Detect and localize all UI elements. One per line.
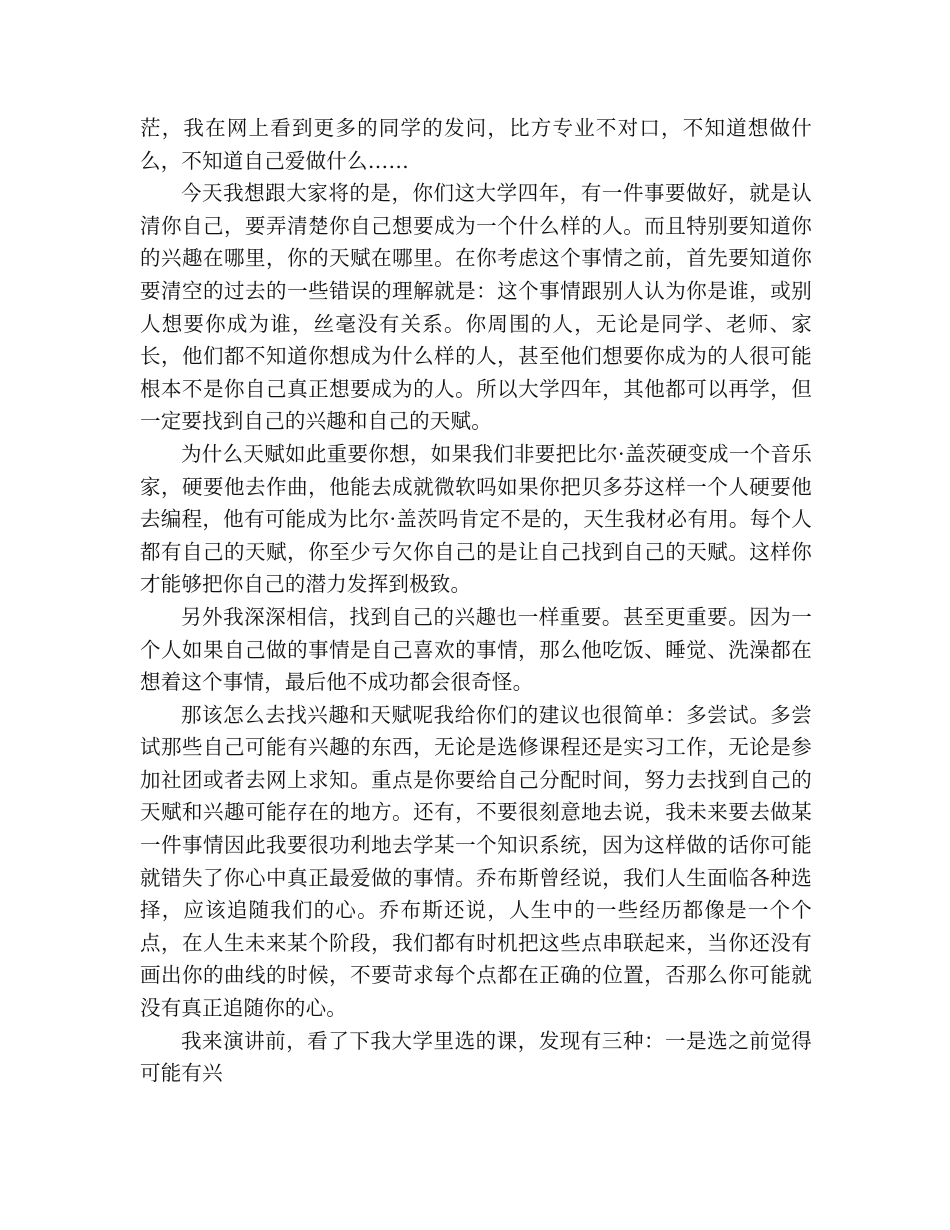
paragraph-interest: 另外我深深相信，找到自己的兴趣也一样重要。甚至更重要。因为一个人如果自己做的事情是自己喜欢的事情，那么他吃饭、睡觉、洗澡都在想着这个事情，最后他不成功都会很奇怪。 <box>140 604 812 695</box>
paragraph-self-knowledge: 今天我想跟大家将的是，你们这大学四年，有一件事要做好，就是认清你自己，要弄清楚你自己想要成为一个什么样的人。而且特别要知道你的兴趣在哪里，你的天赋在哪里。在你考虑这个事情之前，首先要知道你要清空的过去的一些错误的理解就是：这个事情跟别人认为你是谁，或别人想要你成为谁，丝毫没有关系。你周围的人，无论是同学、老师、家长，他们都不知道你想成为什么样的人，甚至他们想要你成为的人很可能根本不是你自己真正想要成为的人。所以大学四年，其他都可以再学，但一定要找到自己的兴趣和自己的天赋。 <box>140 181 812 434</box>
document-body <box>140 112 812 1090</box>
paragraph-continuation: 茫，我在网上看到更多的同学的发问，比方专业不对口，不知道想做什么，不知道自己爱做什么…… <box>140 116 812 173</box>
paragraph-talent: 为什么天赋如此重要你想，如果我们非要把比尔·盖茨硬变成一个音乐家，硬要他去作曲，他能去成就微软吗如果你把贝多芬这样一个人硬要他去编程，他有可能成为比尔·盖茨吗肯定不是的，天生我材必有用。每个人都有自己的天赋，你至少亏欠你自己的是让自己找到自己的天赋。这样你才能够把你自己的潜力发挥到极致。 <box>140 441 812 597</box>
paragraph-try-more: 那该怎么去找兴趣和天赋呢我给你们的建议也很简单：多尝试。多尝试那些自己可能有兴趣的东西，无论是选修课程还是实习工作，无论是参加社团或者去网上求知。重点是你要给自己分配时间，努力去找到自己的天赋和兴趣可能存在的地方。还有，不要很刻意地去说，我未来要去做某一件事情因此我要很功利地去学某一个知识系统，因为这样做的话你可能就错失了你心中真正最爱做的事情。乔布斯曾经说，我们人生面临各种选择，应该追随我们的心。乔布斯还说，人生中的一些经历都像是一个个点，在人生未来某个阶段，我们都有时机把这些点串联起来，当你还没有画出你的曲线的时候，不要苛求每个点都在正确的位置，否那么你可能就没有真正追随你的心。 <box>140 702 812 1021</box>
paragraph-courses: 我来演讲前，看了下我大学里选的课，发现有三种：一是选之前觉得可能有兴 <box>140 1028 812 1086</box>
